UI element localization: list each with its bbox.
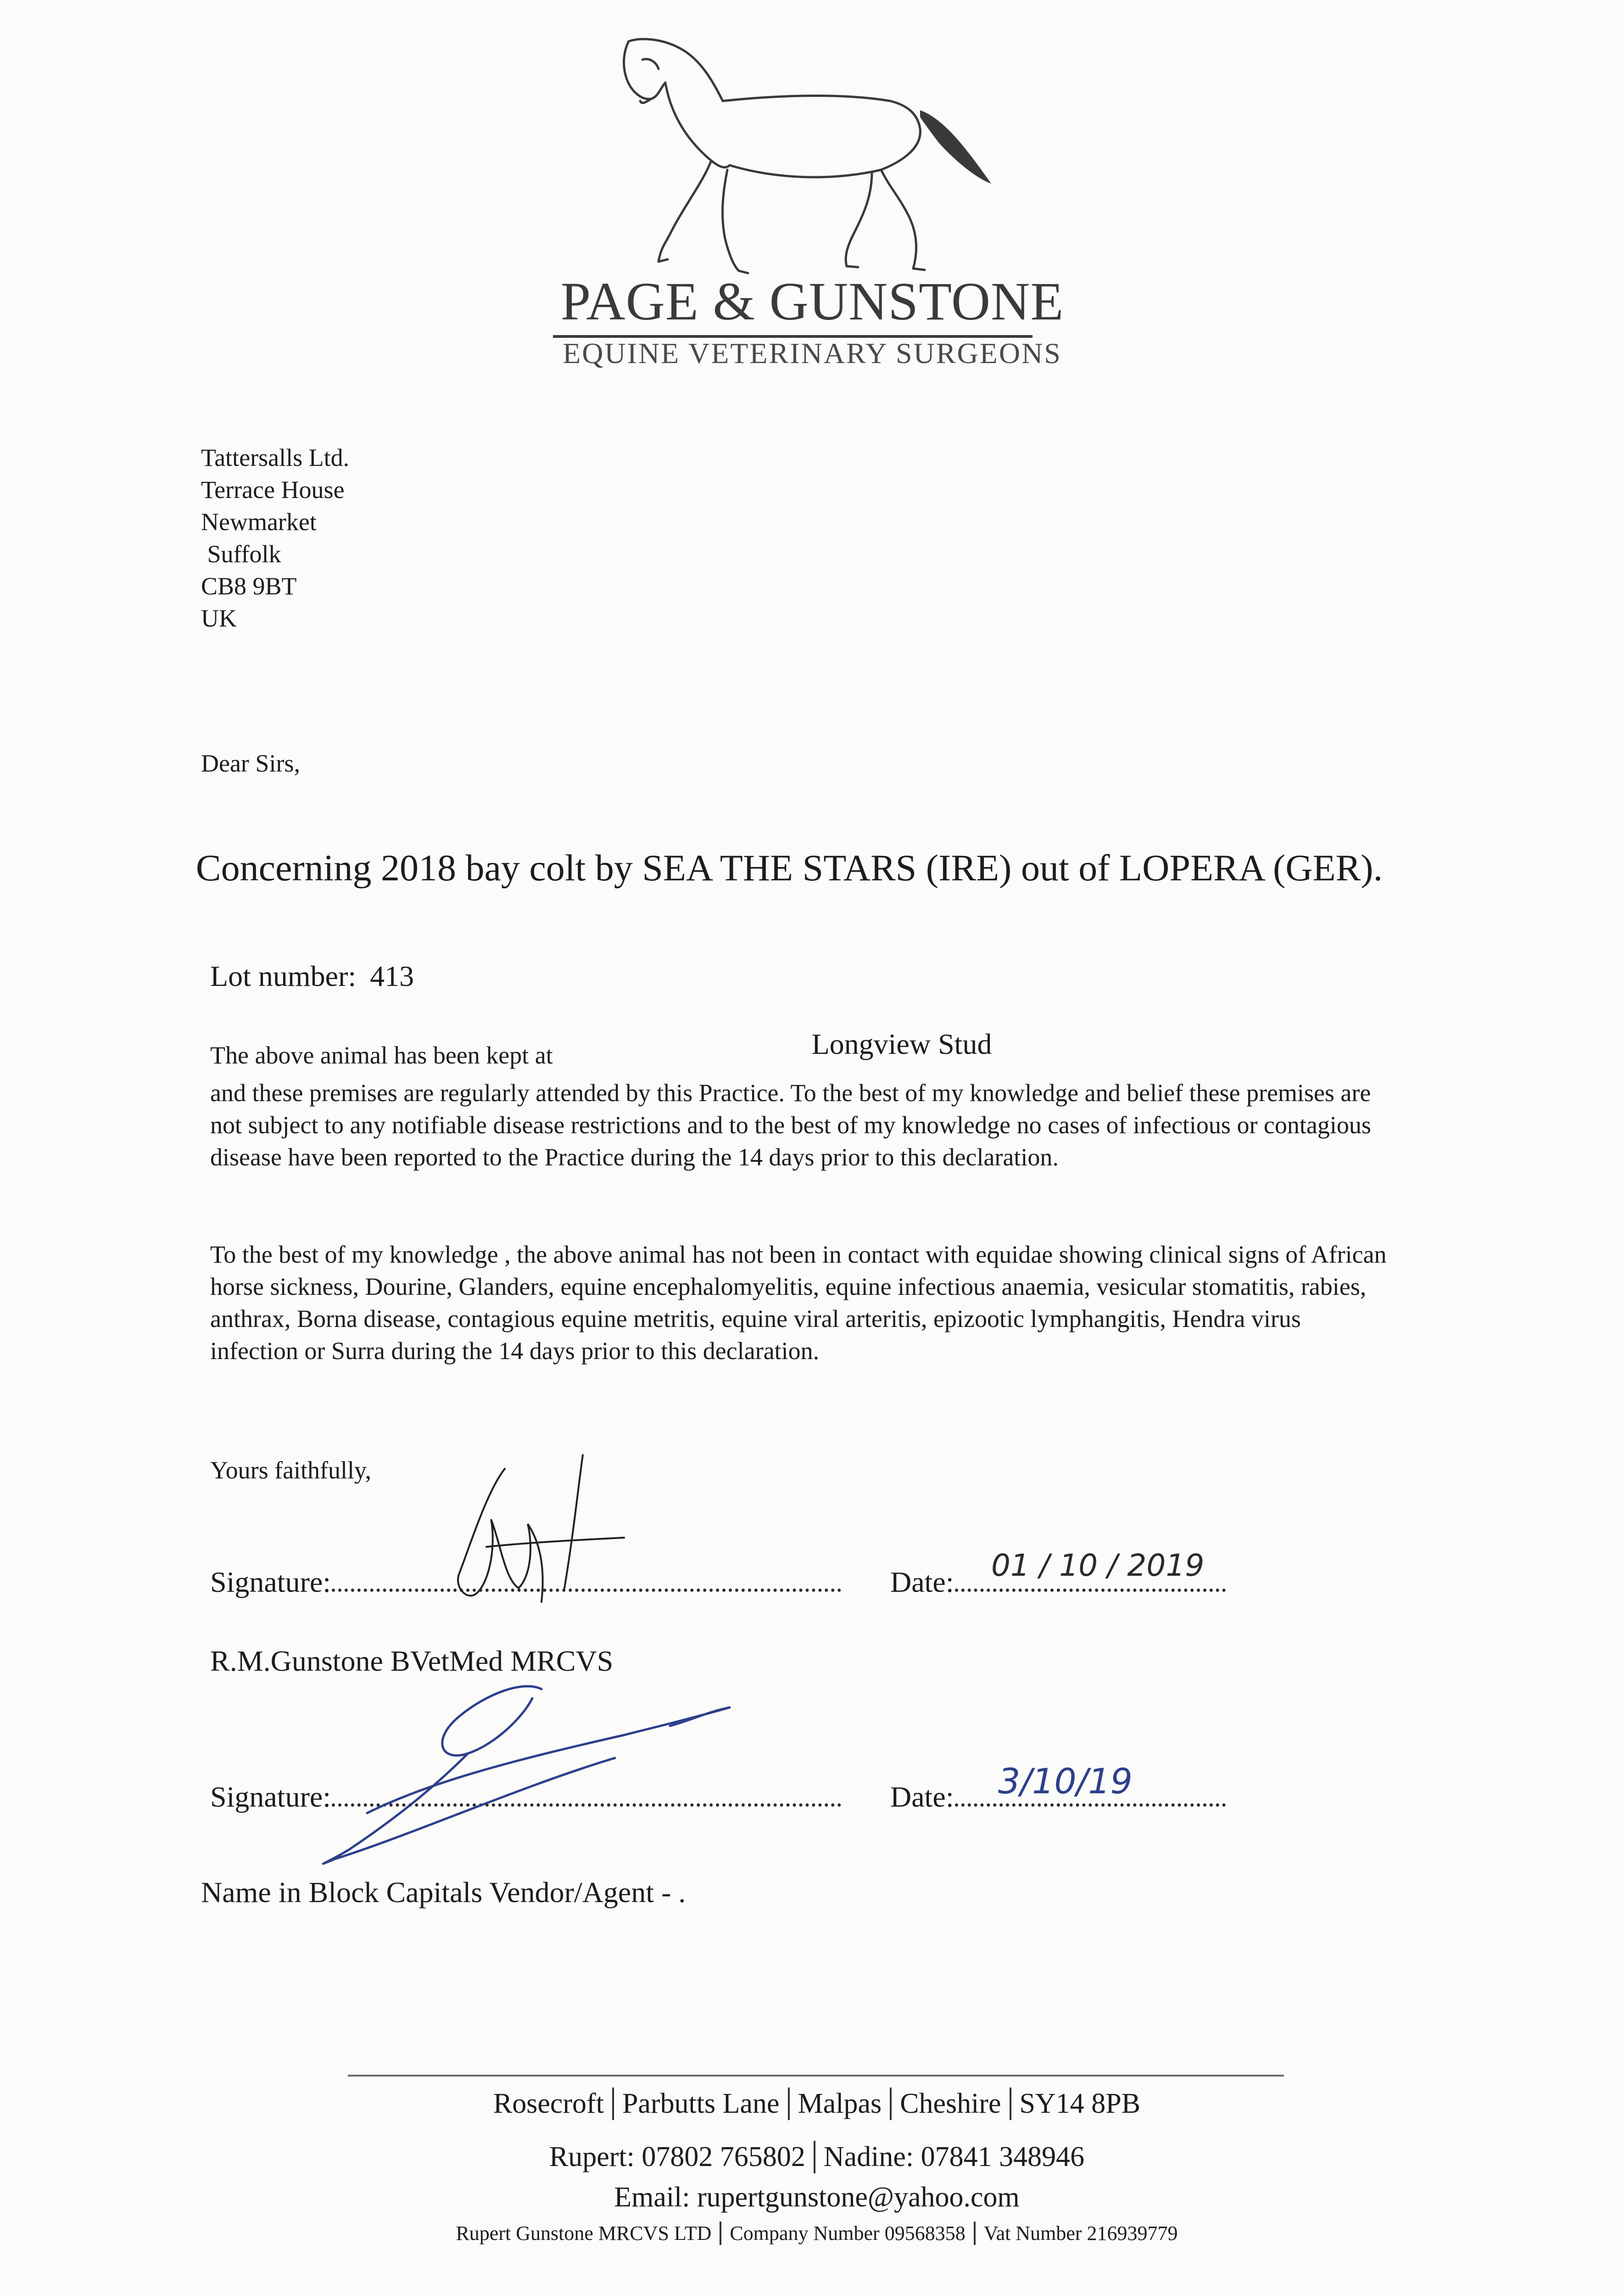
address-line: UK — [201, 605, 237, 632]
premises-name: Longview Stud — [811, 1028, 992, 1060]
footer-phones — [321, 2141, 1312, 2173]
address-line: Tattersalls Ltd. — [201, 444, 350, 471]
lot-value: 413 — [370, 960, 414, 992]
footer-address-part: SY14 8PB — [1010, 2088, 1149, 2120]
footer-address — [321, 2088, 1312, 2120]
footer-divider — [348, 2075, 1284, 2077]
company-number: Company Number 09568358 — [720, 2222, 973, 2245]
signature-label: Signature: — [210, 1780, 331, 1813]
salutation: Dear Sirs, — [201, 750, 300, 777]
date-label: Date: — [890, 1566, 954, 1598]
brand-subtitle: EQUINE VETERINARY SURGEONS — [563, 337, 1062, 369]
address-line: CB8 9BT — [201, 572, 297, 600]
lot-number — [210, 959, 414, 993]
company-name: Rupert Gunstone MRCVS LTD — [456, 2222, 712, 2245]
closing: Yours faithfully, — [210, 1456, 372, 1484]
address-line: Newmarket — [201, 508, 317, 536]
premises-lead: The above animal has been kept at — [210, 1041, 553, 1069]
address-line: Terrace House — [201, 476, 345, 504]
footer-company — [321, 2222, 1312, 2245]
vendor-name-line: Name in Block Capitals Vendor/Agent - . — [201, 1876, 686, 1909]
brand-name: PAGE & GUNSTONE — [560, 271, 1064, 331]
vendor-signature-scribble — [294, 1675, 743, 1877]
vat-number: Vat Number 216939779 — [974, 2222, 1186, 2245]
vet-name: R.M.Gunstone BVetMed MRCVS — [210, 1645, 614, 1677]
phone-nadine: Nadine: 07841 348946 — [814, 2141, 1093, 2173]
date-line — [955, 1589, 1226, 1592]
footer-email: Email: rupertgunstone@yahoo.com — [614, 2182, 1020, 2213]
horse-icon — [615, 32, 1014, 289]
footer-address-part: Rosecroft — [493, 2088, 604, 2119]
date-line — [955, 1803, 1226, 1807]
footer-address-part: Parbutts Lane — [612, 2088, 788, 2120]
recipient-address — [201, 442, 349, 634]
address-line: Suffolk — [201, 540, 281, 568]
footer-address-part: Malpas — [788, 2088, 890, 2120]
vet-signature-scribble — [441, 1450, 633, 1616]
subject-heading: Concerning 2018 bay colt by SEA THE STARS (IRE) out of LOPERA (GER). — [195, 847, 1383, 889]
phone-rupert: Rupert: 07802 765802 — [549, 2141, 805, 2172]
declaration-paragraph-2: To the best of my knowledge , the above animal has not been in contact with equidae showing clinical signs of African horse sickness, Dourine, Glanders, equine encephalomyelitis, equine infectious anaemia, vesicular stomatitis, rabies, anthrax, Borna disease, contagious equine metritis, equine viral arteritis, epizootic lymphangitis, Hendra virus infection or Surra during the 14 days prior to this declaration. — [210, 1241, 1387, 1365]
declaration-paragraph-1: and these premises are regularly attended by this Practice. To the best of my knowledge and belief these premises are not subject to any notifiable disease restrictions and to the best of my knowledge no cases of infectious or contagious disease have been reported to the Practice during the 14 days prior to this declaration. — [210, 1079, 1371, 1171]
date-label: Date: — [890, 1780, 954, 1813]
vet-date-handwritten: 01 / 10 / 2019 — [991, 1548, 1205, 1583]
footer-address-part: Cheshire — [890, 2088, 1009, 2120]
lot-label: Lot number: — [210, 960, 357, 992]
signature-label: Signature: — [210, 1566, 331, 1598]
vendor-date-handwritten: 3/10/19 — [998, 1761, 1133, 1802]
